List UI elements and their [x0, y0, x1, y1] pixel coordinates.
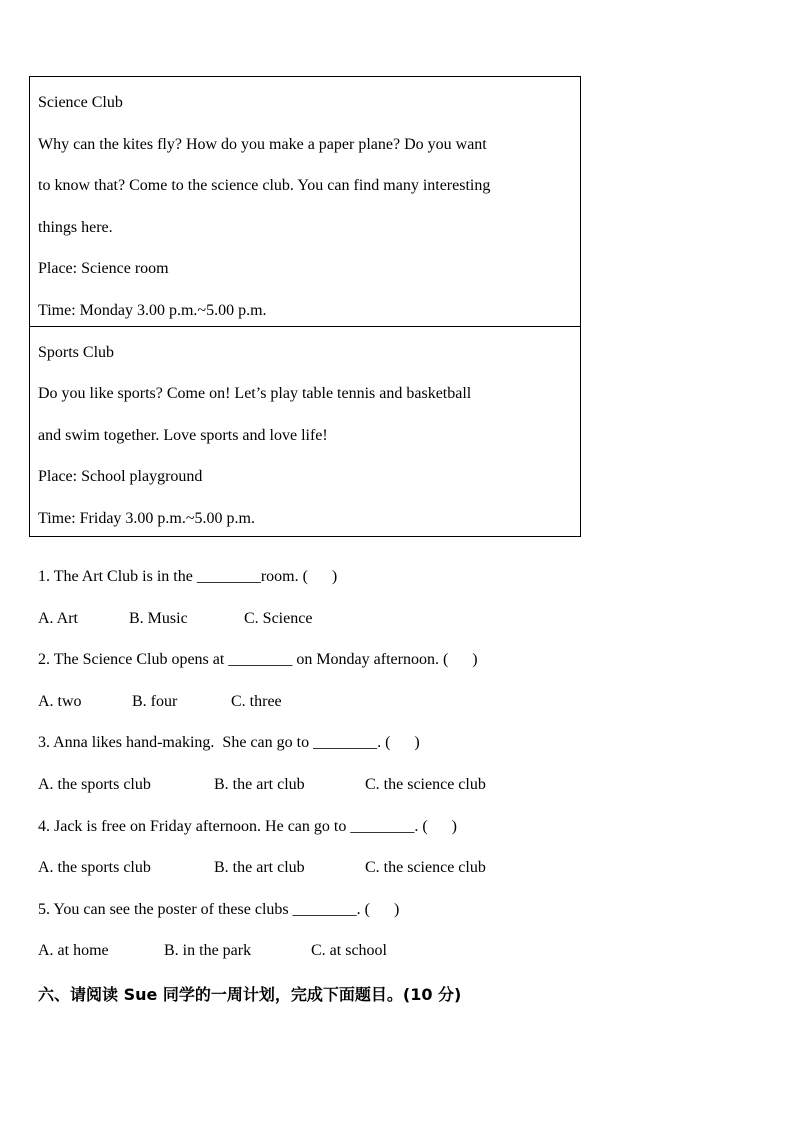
section-six-heading: 六、请阅读 Sue 同学的一周计划，完成下面题目。(10 分) — [38, 985, 462, 1004]
answer-options — [38, 607, 486, 649]
option-c: C. Science — [244, 609, 313, 627]
club-text-line: Do you like sports? Come on! Let’s play table tennis and basketball — [38, 385, 472, 402]
option-c: C. the science club — [365, 859, 486, 877]
question-text: 5. You can see the poster of these clubs ________. ( ) — [38, 900, 400, 918]
option-a: A. the sports club — [38, 859, 151, 877]
option-b: B. the art club — [214, 859, 305, 877]
club-name: Science Club — [38, 94, 123, 111]
option-c: C. the science club — [365, 775, 486, 793]
question-text: 3. Anna likes hand-making. She can go to ________. ( ) — [38, 734, 420, 752]
club-name: Sports Club — [38, 343, 115, 361]
option-b: B. the art club — [214, 775, 305, 793]
answer-options — [38, 690, 486, 732]
option-b: B. Music — [129, 609, 188, 627]
sports-club-poster — [30, 326, 580, 536]
option-c: C. three — [231, 692, 282, 710]
club-posters-table — [29, 76, 581, 537]
question-text: 1. The Art Club is in the ________room. ( ) — [38, 568, 338, 585]
option-a: A. at home — [38, 942, 109, 960]
science-club-poster — [30, 77, 580, 326]
club-place: Place: Science room — [38, 260, 169, 277]
option-a: A. two — [38, 692, 82, 710]
option-a: A. the sports club — [38, 775, 151, 793]
question-text: 2. The Science Club opens at ________ on Monday afternoon. ( ) — [38, 651, 478, 669]
answer-options — [38, 856, 486, 898]
option-c: C. at school — [311, 942, 387, 960]
answer-options — [38, 939, 486, 981]
option-b: B. in the park — [164, 942, 252, 960]
club-time: Time: Monday 3.00 p.m.~5.00 p.m. — [38, 301, 267, 319]
club-time: Time: Friday 3.00 p.m.~5.00 p.m. — [38, 509, 255, 527]
questions-list — [38, 565, 486, 981]
club-place: Place: School playground — [38, 468, 203, 485]
option-b: B. four — [132, 692, 178, 710]
answer-options — [38, 773, 486, 815]
question-text: 4. Jack is free on Friday afternoon. He can go to ________. ( ) — [38, 817, 457, 835]
club-text-line: things here. — [38, 218, 113, 236]
option-a: A. Art — [38, 609, 78, 627]
club-text-line: Why can the kites fly? How do you make a paper plane? Do you want — [38, 135, 487, 153]
club-text-line: to know that? Come to the science club. You can find many interesting — [38, 177, 491, 194]
club-text-line: and swim together. Love sports and love life! — [38, 426, 328, 444]
